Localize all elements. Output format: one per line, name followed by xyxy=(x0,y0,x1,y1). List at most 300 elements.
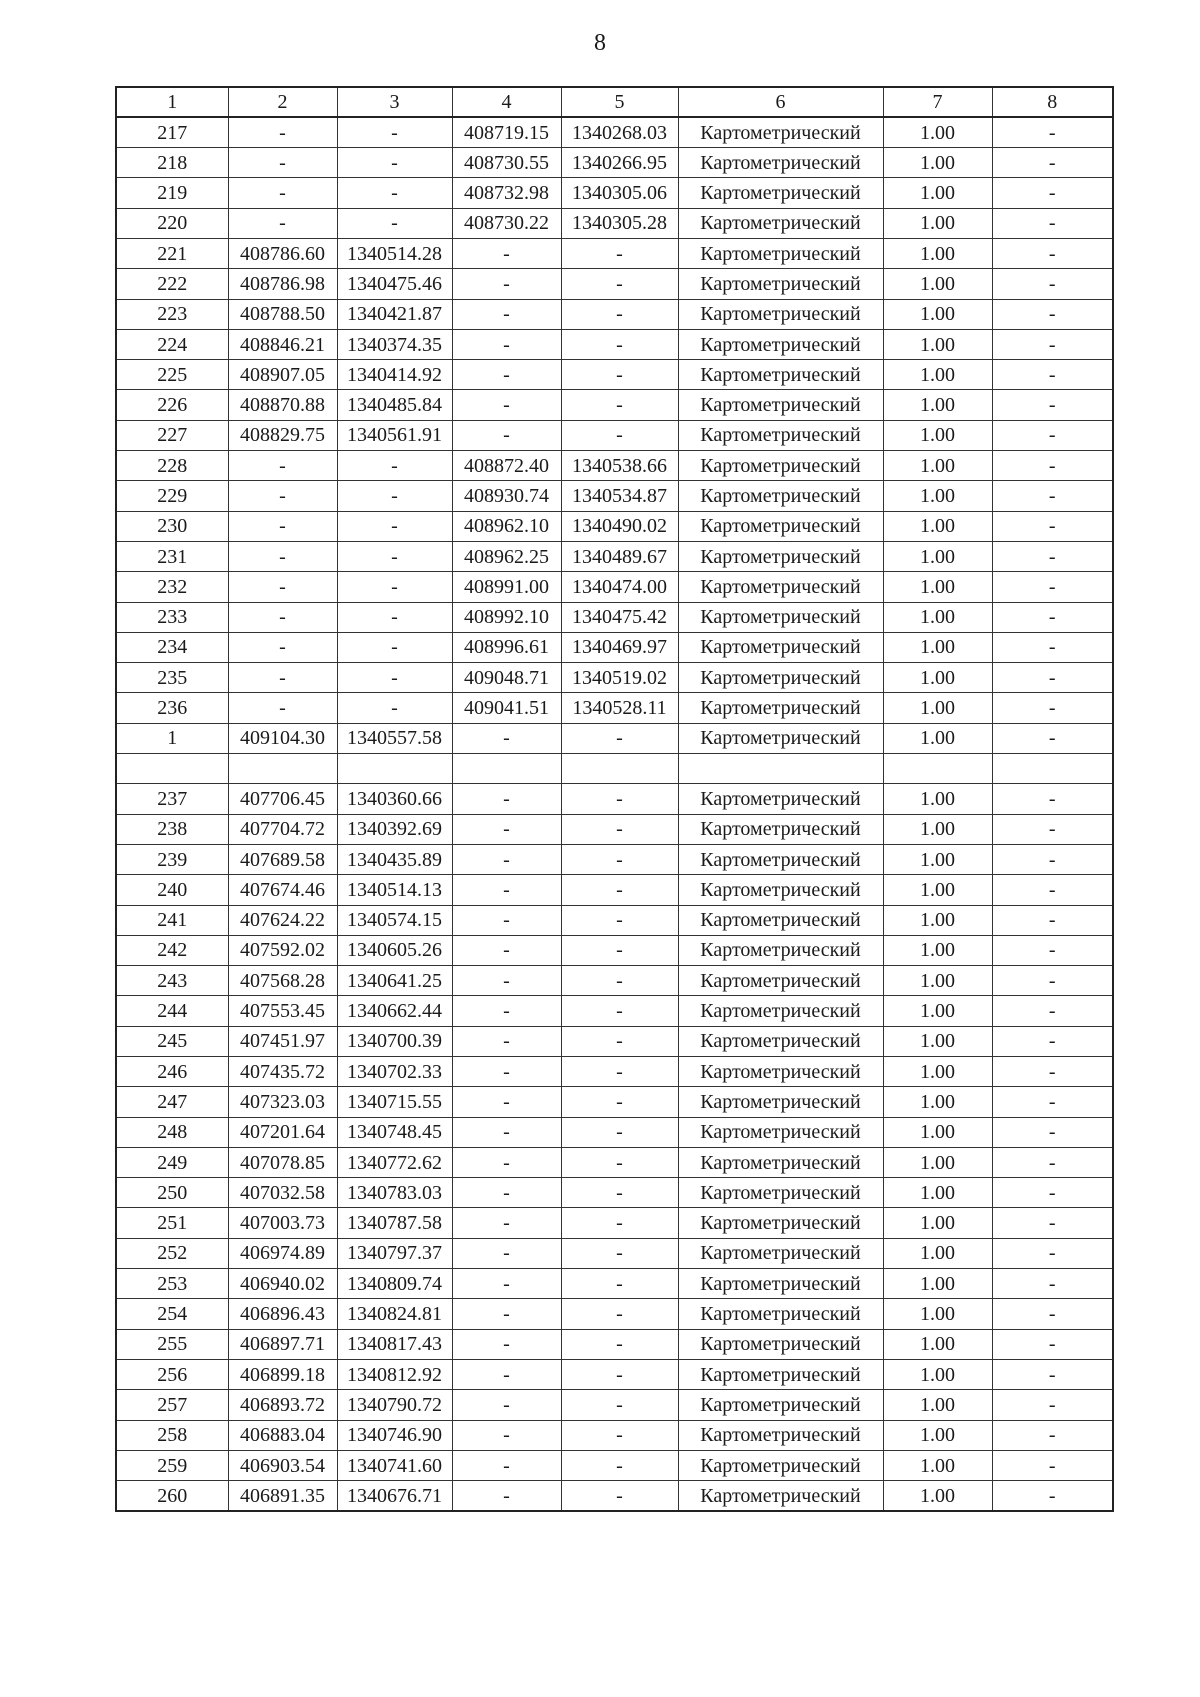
method-cell: Картометрический xyxy=(678,693,883,723)
accuracy-cell: 1.00 xyxy=(883,663,992,693)
method-cell: Картометрический xyxy=(678,996,883,1026)
accuracy-cell: 1.00 xyxy=(883,299,992,329)
x-coordinate-alt-cell: 408730.22 xyxy=(452,208,561,238)
point-number-cell: 220 xyxy=(116,208,228,238)
x-coordinate-alt-cell: - xyxy=(452,1299,561,1329)
x-coordinate-cell: - xyxy=(228,481,337,511)
y-coordinate-alt-cell: - xyxy=(561,1147,678,1177)
y-coordinate-alt-cell: - xyxy=(561,723,678,753)
table-row xyxy=(116,1269,1113,1299)
note-cell: - xyxy=(992,663,1113,693)
y-coordinate-alt-cell: 1340490.02 xyxy=(561,511,678,541)
method-cell: Картометрический xyxy=(678,1117,883,1147)
method-cell: Картометрический xyxy=(678,1147,883,1177)
point-number-cell: 244 xyxy=(116,996,228,1026)
y-coordinate-cell: 1340797.37 xyxy=(337,1238,452,1268)
note-cell: - xyxy=(992,1359,1113,1389)
table-row xyxy=(116,814,1113,844)
point-number-cell: 251 xyxy=(116,1208,228,1238)
y-coordinate-alt-cell: - xyxy=(561,420,678,450)
note-cell: - xyxy=(992,1208,1113,1238)
x-coordinate-alt-cell: 408872.40 xyxy=(452,451,561,481)
note-cell: - xyxy=(992,481,1113,511)
accuracy-cell: 1.00 xyxy=(883,117,992,147)
x-coordinate-alt-cell xyxy=(452,754,561,784)
x-coordinate-alt-cell: - xyxy=(452,935,561,965)
x-coordinate-alt-cell: - xyxy=(452,844,561,874)
note-cell: - xyxy=(992,451,1113,481)
method-cell: Картометрический xyxy=(678,299,883,329)
y-coordinate-alt-cell: - xyxy=(561,905,678,935)
point-number-cell: 257 xyxy=(116,1390,228,1420)
table-row xyxy=(116,1026,1113,1056)
accuracy-cell: 1.00 xyxy=(883,238,992,268)
table-row xyxy=(116,541,1113,571)
y-coordinate-alt-cell: - xyxy=(561,269,678,299)
y-coordinate-cell: - xyxy=(337,663,452,693)
accuracy-cell: 1.00 xyxy=(883,1329,992,1359)
x-coordinate-cell: 406899.18 xyxy=(228,1359,337,1389)
note-cell: - xyxy=(992,511,1113,541)
y-coordinate-cell: 1340790.72 xyxy=(337,1390,452,1420)
method-cell: Картометрический xyxy=(678,1450,883,1480)
x-coordinate-alt-cell: 408962.25 xyxy=(452,541,561,571)
table-row xyxy=(116,966,1113,996)
point-number-cell: 218 xyxy=(116,148,228,178)
x-coordinate-cell: 406891.35 xyxy=(228,1481,337,1511)
point-number-cell: 239 xyxy=(116,844,228,874)
x-coordinate-alt-cell: 408930.74 xyxy=(452,481,561,511)
table-row xyxy=(116,117,1113,147)
y-coordinate-alt-cell: - xyxy=(561,844,678,874)
note-cell: - xyxy=(992,632,1113,662)
y-coordinate-cell: 1340662.44 xyxy=(337,996,452,1026)
y-coordinate-cell: 1340561.91 xyxy=(337,420,452,450)
table-row xyxy=(116,1208,1113,1238)
y-coordinate-alt-cell xyxy=(561,754,678,784)
x-coordinate-cell: - xyxy=(228,451,337,481)
column-header-2: 2 xyxy=(228,87,337,117)
x-coordinate-alt-cell: 408991.00 xyxy=(452,572,561,602)
accuracy-cell: 1.00 xyxy=(883,784,992,814)
y-coordinate-cell: - xyxy=(337,602,452,632)
note-cell: - xyxy=(992,1481,1113,1511)
accuracy-cell: 1.00 xyxy=(883,632,992,662)
point-number-cell xyxy=(116,754,228,784)
y-coordinate-alt-cell: - xyxy=(561,814,678,844)
x-coordinate-alt-cell: - xyxy=(452,1238,561,1268)
accuracy-cell xyxy=(883,754,992,784)
table-row xyxy=(116,1087,1113,1117)
method-cell: Картометрический xyxy=(678,814,883,844)
note-cell: - xyxy=(992,602,1113,632)
accuracy-cell: 1.00 xyxy=(883,481,992,511)
x-coordinate-alt-cell: - xyxy=(452,390,561,420)
x-coordinate-cell: 407003.73 xyxy=(228,1208,337,1238)
column-header-7: 7 xyxy=(883,87,992,117)
y-coordinate-alt-cell: 1340534.87 xyxy=(561,481,678,511)
note-cell: - xyxy=(992,1269,1113,1299)
table-row xyxy=(116,905,1113,935)
y-coordinate-alt-cell: 1340266.95 xyxy=(561,148,678,178)
x-coordinate-cell: 406940.02 xyxy=(228,1269,337,1299)
point-number-cell: 252 xyxy=(116,1238,228,1268)
y-coordinate-alt-cell: 1340474.00 xyxy=(561,572,678,602)
x-coordinate-cell xyxy=(228,754,337,784)
x-coordinate-alt-cell: - xyxy=(452,238,561,268)
y-coordinate-cell: 1340748.45 xyxy=(337,1117,452,1147)
y-coordinate-cell: 1340676.71 xyxy=(337,1481,452,1511)
point-number-cell: 230 xyxy=(116,511,228,541)
y-coordinate-alt-cell: - xyxy=(561,1269,678,1299)
x-coordinate-cell: - xyxy=(228,602,337,632)
y-coordinate-cell: 1340746.90 xyxy=(337,1420,452,1450)
table-row xyxy=(116,663,1113,693)
x-coordinate-cell: 408788.50 xyxy=(228,299,337,329)
x-coordinate-cell: 407451.97 xyxy=(228,1026,337,1056)
point-number-cell: 249 xyxy=(116,1147,228,1177)
x-coordinate-cell: 408907.05 xyxy=(228,360,337,390)
x-coordinate-cell: 407032.58 xyxy=(228,1178,337,1208)
note-cell: - xyxy=(992,329,1113,359)
y-coordinate-cell: - xyxy=(337,148,452,178)
x-coordinate-cell: - xyxy=(228,178,337,208)
point-number-cell: 227 xyxy=(116,420,228,450)
y-coordinate-alt-cell: - xyxy=(561,329,678,359)
table-row xyxy=(116,602,1113,632)
x-coordinate-cell: 408870.88 xyxy=(228,390,337,420)
point-number-cell: 222 xyxy=(116,269,228,299)
accuracy-cell: 1.00 xyxy=(883,1359,992,1389)
y-coordinate-cell: 1340783.03 xyxy=(337,1178,452,1208)
method-cell: Картометрический xyxy=(678,602,883,632)
method-cell: Картометрический xyxy=(678,723,883,753)
accuracy-cell: 1.00 xyxy=(883,996,992,1026)
method-cell: Картометрический xyxy=(678,844,883,874)
note-cell: - xyxy=(992,875,1113,905)
method-cell: Картометрический xyxy=(678,632,883,662)
y-coordinate-cell: - xyxy=(337,511,452,541)
table-row xyxy=(116,1329,1113,1359)
point-number-cell: 235 xyxy=(116,663,228,693)
point-number-cell: 223 xyxy=(116,299,228,329)
y-coordinate-cell: 1340514.13 xyxy=(337,875,452,905)
method-cell: Картометрический xyxy=(678,390,883,420)
y-coordinate-alt-cell: - xyxy=(561,1087,678,1117)
table-row xyxy=(116,632,1113,662)
note-cell: - xyxy=(992,784,1113,814)
x-coordinate-alt-cell: - xyxy=(452,1481,561,1511)
table-row xyxy=(116,935,1113,965)
y-coordinate-alt-cell: - xyxy=(561,1299,678,1329)
note-cell: - xyxy=(992,360,1113,390)
x-coordinate-alt-cell: - xyxy=(452,1359,561,1389)
accuracy-cell: 1.00 xyxy=(883,269,992,299)
y-coordinate-cell: 1340605.26 xyxy=(337,935,452,965)
x-coordinate-alt-cell: - xyxy=(452,299,561,329)
y-coordinate-alt-cell: 1340469.97 xyxy=(561,632,678,662)
x-coordinate-alt-cell: - xyxy=(452,269,561,299)
table-row xyxy=(116,1117,1113,1147)
note-cell: - xyxy=(992,1087,1113,1117)
y-coordinate-alt-cell: 1340305.28 xyxy=(561,208,678,238)
point-number-cell: 247 xyxy=(116,1087,228,1117)
y-coordinate-cell: 1340414.92 xyxy=(337,360,452,390)
x-coordinate-cell: - xyxy=(228,541,337,571)
table-row xyxy=(116,693,1113,723)
method-cell: Картометрический xyxy=(678,238,883,268)
point-number-cell: 234 xyxy=(116,632,228,662)
method-cell: Картометрический xyxy=(678,451,883,481)
x-coordinate-alt-cell: 409041.51 xyxy=(452,693,561,723)
point-number-cell: 255 xyxy=(116,1329,228,1359)
accuracy-cell: 1.00 xyxy=(883,935,992,965)
table-row xyxy=(116,178,1113,208)
accuracy-cell: 1.00 xyxy=(883,1299,992,1329)
method-cell: Картометрический xyxy=(678,1178,883,1208)
table-row xyxy=(116,1420,1113,1450)
table-header-row xyxy=(116,87,1113,117)
point-number-cell: 233 xyxy=(116,602,228,632)
x-coordinate-alt-cell: 409048.71 xyxy=(452,663,561,693)
y-coordinate-alt-cell: - xyxy=(561,1117,678,1147)
y-coordinate-alt-cell: 1340538.66 xyxy=(561,451,678,481)
point-number-cell: 232 xyxy=(116,572,228,602)
point-number-cell: 254 xyxy=(116,1299,228,1329)
note-cell: - xyxy=(992,1178,1113,1208)
method-cell xyxy=(678,754,883,784)
point-number-cell: 250 xyxy=(116,1178,228,1208)
table-row xyxy=(116,1450,1113,1480)
y-coordinate-cell: 1340392.69 xyxy=(337,814,452,844)
y-coordinate-cell: 1340485.84 xyxy=(337,390,452,420)
point-number-cell: 219 xyxy=(116,178,228,208)
accuracy-cell: 1.00 xyxy=(883,602,992,632)
method-cell: Картометрический xyxy=(678,511,883,541)
column-header-3: 3 xyxy=(337,87,452,117)
x-coordinate-cell: 407592.02 xyxy=(228,935,337,965)
accuracy-cell: 1.00 xyxy=(883,814,992,844)
x-coordinate-alt-cell: - xyxy=(452,1117,561,1147)
y-coordinate-alt-cell: - xyxy=(561,1178,678,1208)
note-cell: - xyxy=(992,1299,1113,1329)
y-coordinate-cell: - xyxy=(337,208,452,238)
y-coordinate-cell: 1340421.87 xyxy=(337,299,452,329)
column-header-8: 8 xyxy=(992,87,1113,117)
note-cell: - xyxy=(992,844,1113,874)
x-coordinate-cell: 407201.64 xyxy=(228,1117,337,1147)
method-cell: Картометрический xyxy=(678,1329,883,1359)
method-cell: Картометрический xyxy=(678,420,883,450)
x-coordinate-cell: - xyxy=(228,572,337,602)
point-number-cell: 229 xyxy=(116,481,228,511)
table-row xyxy=(116,723,1113,753)
x-coordinate-alt-cell: - xyxy=(452,784,561,814)
accuracy-cell: 1.00 xyxy=(883,693,992,723)
y-coordinate-alt-cell: - xyxy=(561,1390,678,1420)
table-row xyxy=(116,754,1113,784)
y-coordinate-alt-cell: - xyxy=(561,1238,678,1268)
accuracy-cell: 1.00 xyxy=(883,1420,992,1450)
x-coordinate-cell: 409104.30 xyxy=(228,723,337,753)
y-coordinate-alt-cell: - xyxy=(561,1481,678,1511)
point-number-cell: 260 xyxy=(116,1481,228,1511)
x-coordinate-alt-cell: - xyxy=(452,814,561,844)
method-cell: Картометрический xyxy=(678,905,883,935)
note-cell: - xyxy=(992,269,1113,299)
x-coordinate-alt-cell: - xyxy=(452,1147,561,1177)
accuracy-cell: 1.00 xyxy=(883,1057,992,1087)
point-number-cell: 236 xyxy=(116,693,228,723)
x-coordinate-alt-cell: - xyxy=(452,1026,561,1056)
coordinates-table-body xyxy=(116,87,1113,1511)
table-row xyxy=(116,481,1113,511)
method-cell: Картометрический xyxy=(678,208,883,238)
y-coordinate-cell: 1340809.74 xyxy=(337,1269,452,1299)
point-number-cell: 225 xyxy=(116,360,228,390)
point-number-cell: 231 xyxy=(116,541,228,571)
table-row xyxy=(116,238,1113,268)
x-coordinate-cell: - xyxy=(228,208,337,238)
y-coordinate-cell: 1340475.46 xyxy=(337,269,452,299)
x-coordinate-cell: 406883.04 xyxy=(228,1420,337,1450)
method-cell: Картометрический xyxy=(678,1269,883,1299)
accuracy-cell: 1.00 xyxy=(883,541,992,571)
method-cell: Картометрический xyxy=(678,784,883,814)
note-cell xyxy=(992,754,1113,784)
y-coordinate-cell: - xyxy=(337,451,452,481)
x-coordinate-cell: 407706.45 xyxy=(228,784,337,814)
x-coordinate-alt-cell: - xyxy=(452,1087,561,1117)
y-coordinate-cell: - xyxy=(337,541,452,571)
point-number-cell: 224 xyxy=(116,329,228,359)
y-coordinate-cell: 1340817.43 xyxy=(337,1329,452,1359)
x-coordinate-alt-cell: - xyxy=(452,1390,561,1420)
accuracy-cell: 1.00 xyxy=(883,420,992,450)
accuracy-cell: 1.00 xyxy=(883,1269,992,1299)
note-cell: - xyxy=(992,1390,1113,1420)
y-coordinate-cell: - xyxy=(337,481,452,511)
y-coordinate-cell: 1340787.58 xyxy=(337,1208,452,1238)
y-coordinate-cell xyxy=(337,754,452,784)
accuracy-cell: 1.00 xyxy=(883,1087,992,1117)
table-row xyxy=(116,390,1113,420)
x-coordinate-alt-cell: - xyxy=(452,996,561,1026)
note-cell: - xyxy=(992,299,1113,329)
x-coordinate-cell: 408829.75 xyxy=(228,420,337,450)
note-cell: - xyxy=(992,148,1113,178)
accuracy-cell: 1.00 xyxy=(883,1390,992,1420)
note-cell: - xyxy=(992,935,1113,965)
accuracy-cell: 1.00 xyxy=(883,208,992,238)
point-number-cell: 246 xyxy=(116,1057,228,1087)
table-row xyxy=(116,148,1113,178)
x-coordinate-cell: 408786.60 xyxy=(228,238,337,268)
note-cell: - xyxy=(992,814,1113,844)
x-coordinate-alt-cell: - xyxy=(452,723,561,753)
accuracy-cell: 1.00 xyxy=(883,1026,992,1056)
x-coordinate-cell: 408846.21 xyxy=(228,329,337,359)
accuracy-cell: 1.00 xyxy=(883,905,992,935)
method-cell: Картометрический xyxy=(678,572,883,602)
y-coordinate-cell: - xyxy=(337,178,452,208)
note-cell: - xyxy=(992,1117,1113,1147)
table-row xyxy=(116,1238,1113,1268)
method-cell: Картометрический xyxy=(678,117,883,147)
x-coordinate-cell: 407435.72 xyxy=(228,1057,337,1087)
note-cell: - xyxy=(992,966,1113,996)
method-cell: Картометрический xyxy=(678,1057,883,1087)
y-coordinate-cell: 1340641.25 xyxy=(337,966,452,996)
y-coordinate-alt-cell: - xyxy=(561,1359,678,1389)
y-coordinate-cell: 1340715.55 xyxy=(337,1087,452,1117)
y-coordinate-cell: 1340700.39 xyxy=(337,1026,452,1056)
y-coordinate-alt-cell: 1340519.02 xyxy=(561,663,678,693)
method-cell: Картометрический xyxy=(678,1359,883,1389)
table-row xyxy=(116,875,1113,905)
y-coordinate-cell: 1340435.89 xyxy=(337,844,452,874)
x-coordinate-alt-cell: - xyxy=(452,1420,561,1450)
point-number-cell: 228 xyxy=(116,451,228,481)
note-cell: - xyxy=(992,1026,1113,1056)
x-coordinate-cell: 408786.98 xyxy=(228,269,337,299)
accuracy-cell: 1.00 xyxy=(883,451,992,481)
note-cell: - xyxy=(992,905,1113,935)
note-cell: - xyxy=(992,1329,1113,1359)
accuracy-cell: 1.00 xyxy=(883,1178,992,1208)
x-coordinate-alt-cell: - xyxy=(452,360,561,390)
coordinates-table xyxy=(115,86,1114,1512)
y-coordinate-cell: 1340772.62 xyxy=(337,1147,452,1177)
x-coordinate-alt-cell: - xyxy=(452,420,561,450)
x-coordinate-alt-cell: 408719.15 xyxy=(452,117,561,147)
method-cell: Картометрический xyxy=(678,329,883,359)
note-cell: - xyxy=(992,117,1113,147)
note-cell: - xyxy=(992,1420,1113,1450)
table-row xyxy=(116,1299,1113,1329)
x-coordinate-cell: 406974.89 xyxy=(228,1238,337,1268)
y-coordinate-alt-cell: - xyxy=(561,1026,678,1056)
accuracy-cell: 1.00 xyxy=(883,1208,992,1238)
accuracy-cell: 1.00 xyxy=(883,511,992,541)
method-cell: Картометрический xyxy=(678,178,883,208)
accuracy-cell: 1.00 xyxy=(883,1481,992,1511)
method-cell: Картометрический xyxy=(678,875,883,905)
point-number-cell: 256 xyxy=(116,1359,228,1389)
point-number-cell: 217 xyxy=(116,117,228,147)
table-row xyxy=(116,299,1113,329)
x-coordinate-alt-cell: 408992.10 xyxy=(452,602,561,632)
x-coordinate-alt-cell: - xyxy=(452,329,561,359)
y-coordinate-cell: 1340702.33 xyxy=(337,1057,452,1087)
y-coordinate-cell: - xyxy=(337,693,452,723)
table-row xyxy=(116,1147,1113,1177)
method-cell: Картометрический xyxy=(678,481,883,511)
x-coordinate-alt-cell: 408996.61 xyxy=(452,632,561,662)
method-cell: Картометрический xyxy=(678,269,883,299)
note-cell: - xyxy=(992,693,1113,723)
method-cell: Картометрический xyxy=(678,966,883,996)
x-coordinate-cell: 407674.46 xyxy=(228,875,337,905)
y-coordinate-alt-cell: - xyxy=(561,1450,678,1480)
x-coordinate-cell: 406893.72 xyxy=(228,1390,337,1420)
table-row xyxy=(116,1359,1113,1389)
table-row xyxy=(116,511,1113,541)
x-coordinate-cell: - xyxy=(228,117,337,147)
table-row xyxy=(116,784,1113,814)
y-coordinate-alt-cell: - xyxy=(561,784,678,814)
x-coordinate-cell: 406903.54 xyxy=(228,1450,337,1480)
